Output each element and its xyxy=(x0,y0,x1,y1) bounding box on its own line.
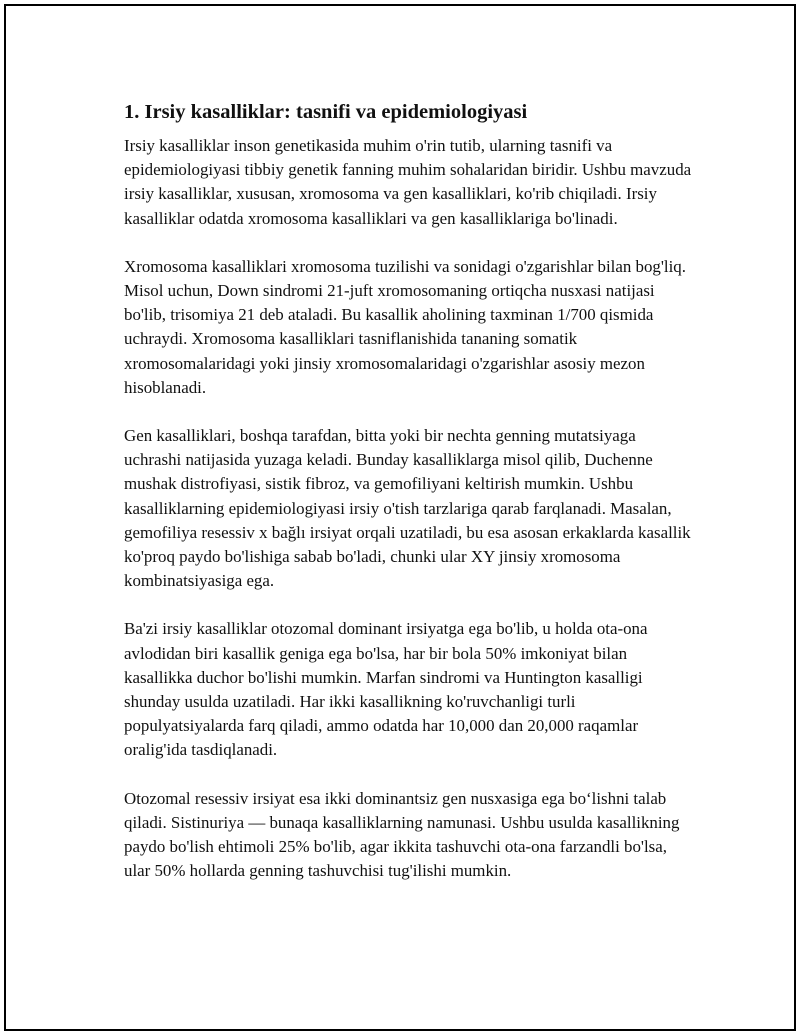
paragraph-chromosomal-diseases: Xromosoma kasalliklari xromosoma tuzilishi va sonidagi o'zgarishlar bilan bog'liq. Misol uchun, Down sindromi 21-juft xromosomaning ortiqcha nusxasi natijasi bo'lib, trisomiya 21 deb ataladi. Bu kasallik aholining taxminan 1/700 qismida uchraydi. Xromosoma kasalliklari tasniflanishida tananing somatik xromosomalaridagi yoki jinsiy xromosomalaridagi o'zgarishlar asosiy mezon hisoblanadi. xyxy=(124,256,686,397)
paragraph-autosomal-dominant: Ba'zi irsiy kasalliklar otozomal dominant irsiyatga ega bo'lib, u holda ota-ona avlodidan biri kasallik geniga ega bo'lsa, har bir bola 50% imkoniyat bilan kasallikka duchor bo'lishi mumkin. Marfan sindromi va Huntington kasalligi shunday usulda uzatiladi. Har ikki kasallikning ko'ruvchanligi turli populyatsiyalarda farq qiladi, ammo odatda har 10,000 dan 20,000 raqamlar oralig'ida tasdiqlanadi. xyxy=(124,619,648,760)
paragraph-autosomal-recessive: Otozomal resessiv irsiyat esa ikki dominantsiz gen nusxasiga ega boʻlishni talab qiladi. Sistinuriya — bunaqa kasalliklarning namunasi. Ushbu usulda kasallikning paydo bo'lish ehtimoli 25% bo'lib, agar ikkita tashuvchi ota-ona farzandli bo'lsa, ular 50% hollarda genning tashuvchisi tug'ilishi mumkin. xyxy=(124,788,680,881)
paragraph-gene-diseases: Gen kasalliklari, boshqa tarafdan, bitta yoki bir nechta genning mutatsiyaga uchrashi natijasida yuzaga keladi. Bunday kasalliklarga misol qilib, Duchenne mushak distrofiyasi, sistik fibroz, va gemofiliyani keltirish mumkin. Ushbu kasalliklarning epidemiologiyasi irsiy o'tish tarzlariga qarab farqlanadi. Masalan, gemofiliya resessiv x bağlı irsiyat orqali uzatiladi, bu esa asosan erkaklarda kasallik ko'proq paydo bo'lishiga sabab bo'ladi, chunki ular XY jinsiy xromosoma kombinatsiyasiga ega. xyxy=(124,426,691,591)
document-body xyxy=(120,98,696,907)
paragraph-classification-intro: Irsiy kasalliklar inson genetikasida muhim o'rin tutib, ularning tasnifi va epidemiologiyasi tibbiy genetik fanning muhim sohalaridan biridir. Ushbu mavzuda irsiy kasalliklar, xususan, xromosoma va gen kasalliklari, ko'rib chiqiladi. Irsiy kasalliklar odatda xromosoma kasalliklari va gen kasalliklariga bo'linadi. xyxy=(124,136,692,228)
section-heading: 1. Irsiy kasalliklar: tasnifi va epidemiologiyasi xyxy=(124,101,528,123)
page-frame xyxy=(4,4,796,1031)
